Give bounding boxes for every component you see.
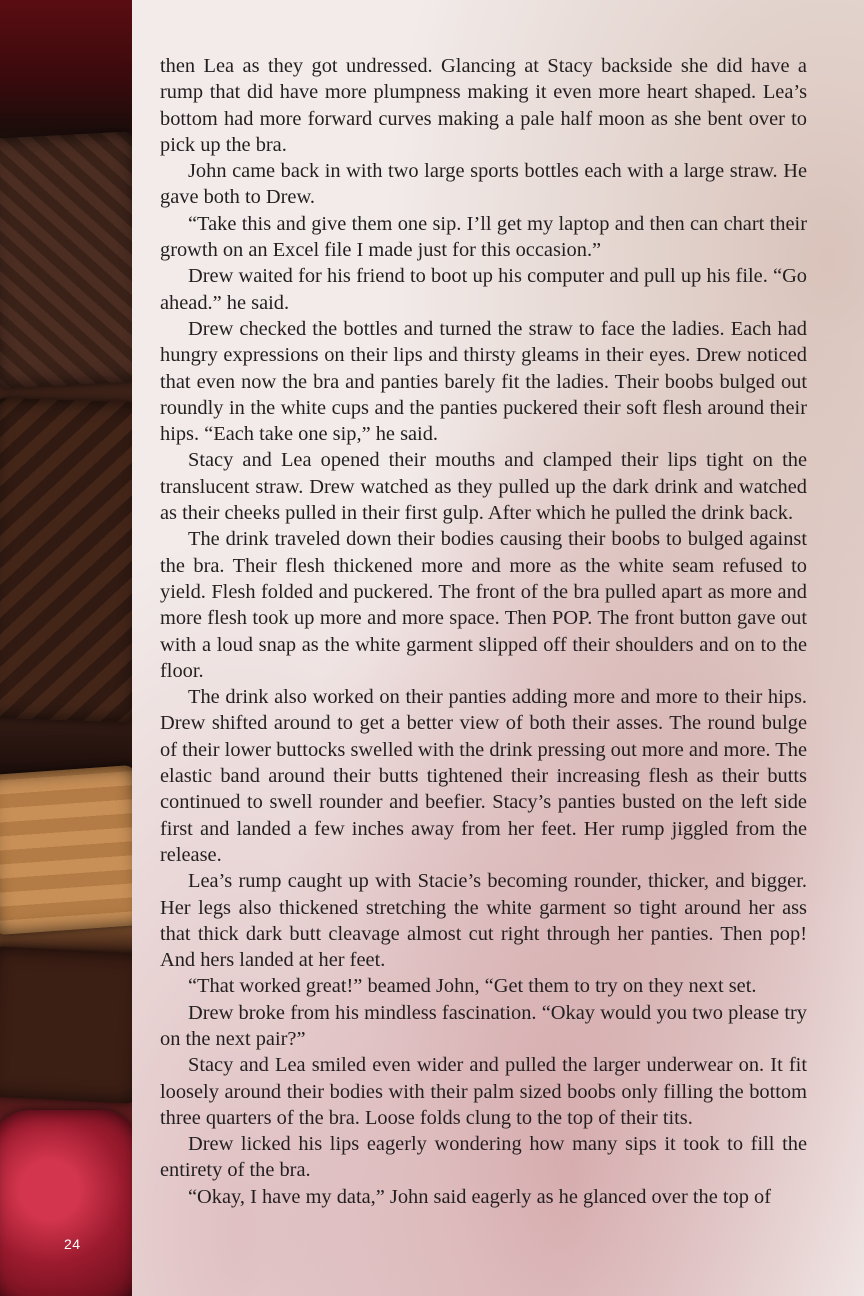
paragraph: then Lea as they got undressed. Glancing at Stacy backside she did have a rump that did have more plumpness making it even more heart shaped. Lea’s bottom had more forward curves making a pale half moon as she bent over to pick up the bra. (160, 55, 807, 156)
body-text (160, 53, 807, 1210)
wrapped-candy (0, 1110, 132, 1296)
paragraph: “Okay, I have my data,” John said eagerly as he glanced over the top of (188, 1185, 771, 1208)
chocolate-piece (0, 946, 132, 1104)
chocolate-piece (0, 131, 132, 389)
paragraph: “That worked great!” beamed John, “Get them to try on they next set. (188, 975, 757, 998)
paragraph: The drink traveled down their bodies causing their boobs to bulged against the bra. Their flesh thickened more and more as the white seam refused to yield. Flesh folded and puckered. The front of the bra pulled apart as more and more flesh took up more and more space. Then POP. The front button gave out with a loud snap as the white garment slipped off their shoulders and on to the floor. (160, 528, 807, 682)
paragraph: “Take this and give them one sip. I’ll get my laptop and then can chart their growth on an Excel file I made just for this occasion.” (160, 212, 807, 262)
page-number: 24 (64, 1236, 81, 1252)
paragraph: The drink also worked on their panties adding more and more to their hips. Drew shifted around to get a better view of both their asses. The round bulge of their lower buttocks swelled with the drink pressing out more and more. The elastic band around their butts tightened their increasing flesh as their butts continued to swell rounder and beefier. Stacy’s panties busted on the left side first and landed a few inches away from her feet. Her rump jiggled from the release. (160, 686, 807, 866)
paragraph: John came back in with two large sports bottles each with a large straw. He gave both to Drew. (160, 160, 807, 209)
paragraph: Lea’s rump caught up with Stacie’s becoming rounder, thicker, and bigger. Her legs also thickened stretching the white garment so tight around her ass that thick dark butt cleavage almost cut right through her panties. Then pop! And hers landed at her feet. (160, 870, 807, 972)
paragraph: Stacy and Lea smiled even wider and pulled the larger underwear on. It fit loosely around their bodies with their palm sized boobs only filling the bottom three quarters of the bra. Loose folds clung to the top of their tits. (160, 1054, 807, 1129)
paragraph: Drew licked his lips eagerly wondering how many sips it took to fill the entirety of the bra. (160, 1133, 807, 1182)
paragraph: Drew waited for his friend to boot up his computer and pull up his file. “Go ahead.” he said. (160, 265, 807, 314)
paragraph: Drew checked the bottles and turned the straw to face the ladies. Each had hungry expressions on their lips and thirsty gleams in their eyes. Drew noticed that even now the bra and panties barely fit the ladies. Their boobs bulged out roundly in the white cups and the panties puckered their soft flesh around their hips. “Each take one sip,” he said. (160, 317, 807, 446)
chocolate-piece (0, 765, 132, 935)
paragraph: Drew broke from his mindless fascination. “Okay would you two please try on the next pair?” (160, 1001, 807, 1050)
chocolate-piece (0, 397, 132, 722)
paragraph: Stacy and Lea opened their mouths and clamped their lips tight on the translucent straw. Drew watched as they pulled up the dark drink and watched as their cheeks pulled in their first gulp. After which he pulled the drink back. (160, 449, 807, 525)
chocolate-side-image (0, 0, 132, 1296)
